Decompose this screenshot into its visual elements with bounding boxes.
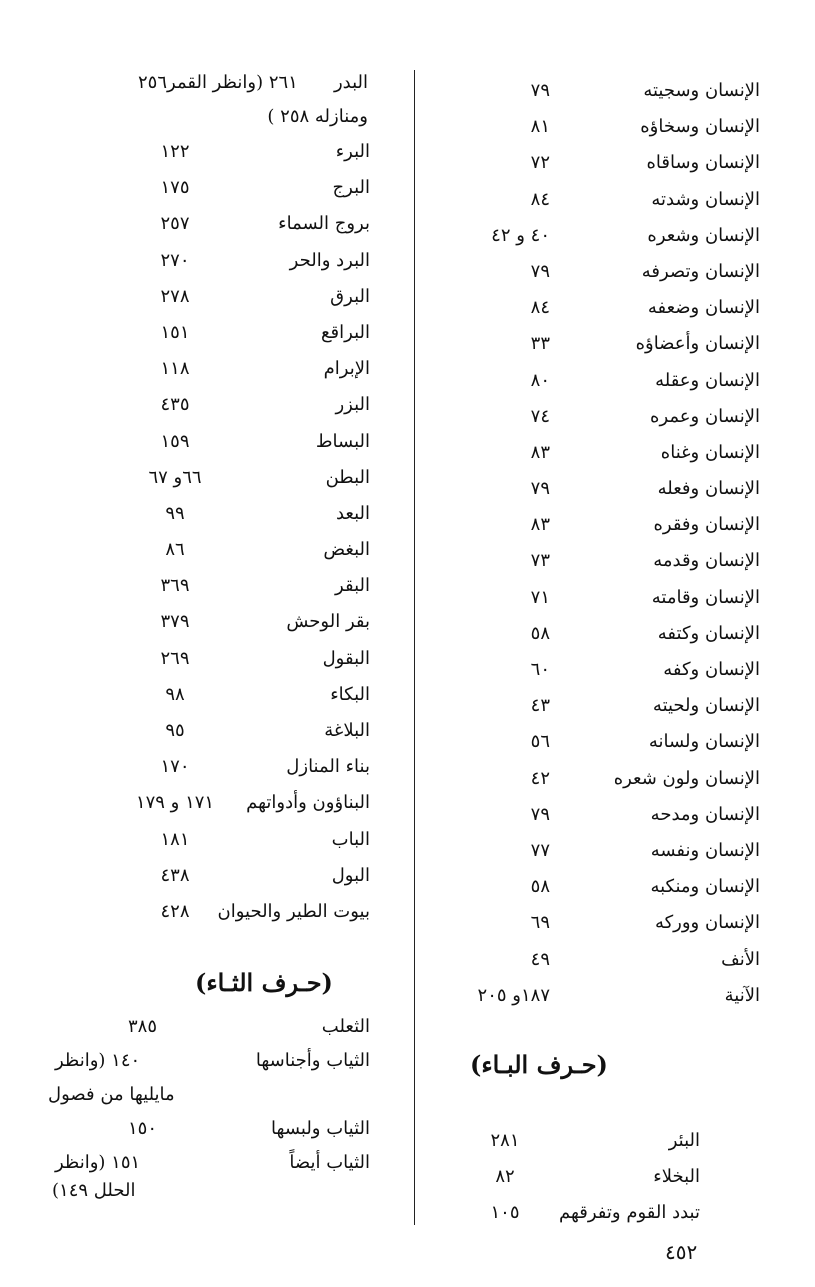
index-page-ref: ٣٦٩ xyxy=(160,575,190,597)
index-page-ref: ٧٩ xyxy=(530,478,550,500)
index-term: الإنسان وتصرفه xyxy=(641,260,760,282)
index-page-ref: ٧٤ xyxy=(530,405,550,427)
index-page-ref: ١٠٥ xyxy=(490,1202,520,1224)
index-entry xyxy=(430,1159,700,1195)
index-entry xyxy=(40,279,370,315)
index-column-right-ba xyxy=(430,1123,700,1232)
index-column-left xyxy=(40,66,370,930)
index-page-ref: ١٥٠ xyxy=(128,1118,158,1139)
index-term: البطن xyxy=(325,466,370,488)
index-term: الإنسان وساقاه xyxy=(646,152,760,174)
index-page-ref: ٩٩ xyxy=(165,502,185,524)
index-page-ref: ١١٨ xyxy=(160,358,190,380)
index-page-ref-cont: مايليها من فصول xyxy=(48,1084,175,1105)
index-term: الثياب أيضاً xyxy=(289,1152,370,1173)
index-entry xyxy=(430,507,760,543)
index-entry xyxy=(40,568,370,604)
index-page-ref: ٨٣ xyxy=(530,514,550,536)
index-page-ref: ٨٤ xyxy=(530,297,550,319)
index-page-ref: ٨٤ xyxy=(530,188,550,210)
index-page-ref-cont: الحلل ١٤٩) xyxy=(52,1180,136,1201)
index-entry xyxy=(430,652,760,688)
index-term: البساط xyxy=(315,430,370,452)
index-column-left-tha xyxy=(40,1010,370,1208)
index-entry xyxy=(430,182,760,218)
index-page-ref: ١٥١ xyxy=(160,321,190,343)
index-term: الأنف xyxy=(721,948,760,970)
index-term: الآنية xyxy=(724,984,760,1006)
index-entry xyxy=(40,134,370,170)
index-entry xyxy=(40,496,370,532)
index-entry xyxy=(430,1123,700,1159)
index-page-ref: ٤٢٨ xyxy=(160,900,190,922)
index-term: البقول xyxy=(322,647,370,669)
index-term: الباب xyxy=(331,828,370,850)
index-entry xyxy=(40,822,370,858)
index-page-ref-cont: ومنازله ٢٥٨ ) xyxy=(267,106,368,127)
index-entry xyxy=(430,761,760,797)
index-term: الثياب ولبسها xyxy=(271,1118,370,1139)
index-page-ref: ٣٧٩ xyxy=(160,611,190,633)
index-term: بيوت الطير والحيوان xyxy=(217,900,370,922)
index-entry xyxy=(430,688,760,724)
index-term: البلاغة xyxy=(324,720,370,741)
index-entry xyxy=(430,399,760,435)
index-page-ref: ٣٨٥ xyxy=(128,1016,158,1037)
index-page-ref: ٤٢ xyxy=(530,767,550,789)
index-term: الإنسان وأعضاؤه xyxy=(635,333,760,355)
index-entry xyxy=(430,435,760,471)
index-entry xyxy=(40,66,370,100)
index-term: البقر xyxy=(335,575,370,597)
index-entry xyxy=(40,677,370,713)
index-entry xyxy=(40,604,370,640)
index-page-ref: ١٧١ و ١٧٩ xyxy=(135,792,215,814)
index-entry xyxy=(430,724,760,760)
index-entry xyxy=(430,326,760,362)
index-page-ref: ٢٧٨ xyxy=(160,285,190,307)
index-entry xyxy=(40,749,370,785)
index-term: بقر الوحش xyxy=(286,611,370,633)
index-page-ref: ٧٢ xyxy=(530,152,550,174)
index-page-ref: ٧٩ xyxy=(530,260,550,282)
index-page-ref: ٦٩ xyxy=(530,912,550,934)
index-page-ref: ٤٠ و ٤٢ xyxy=(491,224,550,246)
index-entry-continuation xyxy=(40,1174,370,1208)
index-entry-continuation xyxy=(40,100,370,134)
index-term: البكاء xyxy=(330,683,370,705)
index-entry xyxy=(430,73,760,109)
index-page-ref: ٦٦و ٦٧ xyxy=(148,466,202,488)
index-term: الإنسان ونفسه xyxy=(650,839,760,861)
index-term: الإنسان وشدته xyxy=(651,188,760,210)
index-page-ref: ١٤٠ (وانظر xyxy=(55,1050,141,1071)
index-page-ref: ٧١ xyxy=(530,586,550,608)
index-term: البناؤون وأدواتهم xyxy=(246,792,370,814)
index-page-ref: ١٧٥ xyxy=(160,177,190,199)
section-heading-tha: (حـرف الثـاء) xyxy=(195,968,333,997)
index-page-ref: ٧٧ xyxy=(530,839,550,861)
index-term: الإنسان ولون شعره xyxy=(613,767,760,789)
index-term: البراقع xyxy=(320,321,370,343)
index-page-ref: ٨٣ xyxy=(530,441,550,463)
index-entry xyxy=(40,894,370,930)
index-term: البخلاء xyxy=(653,1166,700,1188)
section-heading-ba: (حـرف البـاء) xyxy=(470,1050,608,1079)
index-entry xyxy=(430,218,760,254)
index-term: الإنسان ولسانه xyxy=(648,731,760,753)
index-entry xyxy=(40,1112,370,1146)
index-page-ref: ١٥٩ xyxy=(160,430,190,452)
page-number: ٤٥٢ xyxy=(665,1240,698,1264)
index-page-ref: ٥٦ xyxy=(530,731,550,753)
index-entry xyxy=(40,424,370,460)
index-page-ref: ٧٣ xyxy=(530,550,550,572)
index-entry xyxy=(430,290,760,326)
index-page-ref: ٥٨ xyxy=(530,622,550,644)
index-page-ref: ١٨٧و ٢٠٥ xyxy=(477,984,550,1006)
index-entry xyxy=(430,1195,700,1231)
index-term: الثعلب xyxy=(321,1016,370,1037)
index-term: الإنسان وفقره xyxy=(653,514,760,536)
index-term: الإنسان ومدحه xyxy=(650,803,760,825)
index-page-ref: ٢٧٠ xyxy=(160,249,190,271)
index-term: الإنسان وكتفه xyxy=(657,622,760,644)
index-column-right xyxy=(430,73,760,1014)
index-entry xyxy=(430,833,760,869)
index-term: الإنسان وقدمه xyxy=(653,550,760,572)
index-term: الإبرام xyxy=(323,358,370,380)
index-page-ref: ١٢٢ xyxy=(160,141,190,162)
index-entry xyxy=(430,254,760,290)
index-page-ref: ٨٢ xyxy=(495,1166,515,1188)
index-page-ref: ٧٩ xyxy=(530,803,550,825)
index-entry xyxy=(430,580,760,616)
index-term: البعد xyxy=(335,502,370,524)
index-entry xyxy=(40,532,370,568)
index-term: البزر xyxy=(335,394,370,416)
index-entry xyxy=(40,785,370,821)
index-term: الإنسان وسخاؤه xyxy=(640,116,760,138)
index-page-ref: ٤٩ xyxy=(530,948,550,970)
index-term: الإنسان وشعره xyxy=(647,224,760,246)
index-entry xyxy=(40,206,370,242)
index-term: البدر xyxy=(333,72,368,93)
index-term: الإنسان وعقله xyxy=(655,369,760,391)
column-divider xyxy=(414,70,415,1225)
index-entry xyxy=(40,1044,370,1078)
index-entry xyxy=(40,460,370,496)
index-term: البئر xyxy=(668,1130,700,1151)
index-page-ref: ٢٦١ (وانظر القمر٢٥٦ xyxy=(138,72,298,93)
index-entry xyxy=(430,797,760,833)
index-term: الإنسان وفعله xyxy=(657,478,760,500)
index-page-ref: ٩٥ xyxy=(165,720,185,741)
index-entry xyxy=(430,869,760,905)
index-page-ref: ١٥١ (وانظر xyxy=(55,1152,141,1173)
index-term: البرد والحر xyxy=(289,249,370,271)
index-page-ref: ٨٦ xyxy=(165,539,185,561)
index-entry xyxy=(430,942,760,978)
index-entry xyxy=(430,109,760,145)
index-term: البغض xyxy=(323,539,370,561)
index-entry xyxy=(430,616,760,652)
index-entry xyxy=(40,170,370,206)
index-entry xyxy=(430,363,760,399)
index-term: الإنسان وضعفه xyxy=(647,297,760,319)
index-term: بناء المنازل xyxy=(286,756,370,778)
index-term: الإنسان وعمره xyxy=(650,405,760,427)
index-entry xyxy=(40,858,370,894)
index-page-ref: ٣٣ xyxy=(530,333,550,355)
index-page-ref: ٦٠ xyxy=(530,659,550,680)
index-entry xyxy=(430,471,760,507)
index-term: البرء xyxy=(335,141,370,162)
index-entry xyxy=(40,1010,370,1044)
index-page-ref: ٤٣٥ xyxy=(160,394,190,416)
index-term: البرق xyxy=(330,285,370,307)
index-term: الإنسان ولحيته xyxy=(652,695,760,717)
index-entry-continuation xyxy=(40,1078,370,1112)
index-page-ref: ٢٦٩ xyxy=(160,647,190,669)
index-entry xyxy=(430,905,760,941)
index-term: تبدد القوم وتفرقهم xyxy=(558,1202,700,1224)
index-page-ref: ٥٨ xyxy=(530,876,550,898)
index-page-ref: ٧٩ xyxy=(530,80,550,101)
index-page-ref: ٨٠ xyxy=(530,369,550,391)
index-page-ref: ٢٥٧ xyxy=(160,213,190,235)
index-term: الإنسان وسجيته xyxy=(643,80,760,101)
index-entry xyxy=(40,243,370,279)
index-entry xyxy=(430,145,760,181)
index-entry xyxy=(430,543,760,579)
index-page-ref: ٤٣ xyxy=(530,695,550,717)
index-page-ref: ٢٨١ xyxy=(490,1130,520,1151)
index-term: الإنسان وغناه xyxy=(660,441,760,463)
index-page-ref: ٤٣٨ xyxy=(160,864,190,886)
index-page-ref: ١٨١ xyxy=(160,828,190,850)
index-term: الإنسان وكفه xyxy=(663,659,760,680)
index-entry xyxy=(40,713,370,749)
index-page-ref: ١٧٠ xyxy=(160,756,190,778)
index-entry xyxy=(40,641,370,677)
index-entry xyxy=(40,315,370,351)
index-entry xyxy=(40,387,370,423)
index-term: الإنسان ومنكبه xyxy=(650,876,760,898)
index-term: البول xyxy=(331,864,370,886)
index-page-ref: ٨١ xyxy=(530,116,550,138)
index-entry xyxy=(40,351,370,387)
index-term: الإنسان ووركه xyxy=(654,912,760,934)
index-page-ref: ٩٨ xyxy=(165,683,185,705)
index-entry xyxy=(430,978,760,1014)
index-term: الثياب وأجناسها xyxy=(255,1050,370,1071)
index-term: بروج السماء xyxy=(278,213,370,235)
index-term: البرج xyxy=(332,177,370,199)
index-term: الإنسان وقامته xyxy=(651,586,760,608)
